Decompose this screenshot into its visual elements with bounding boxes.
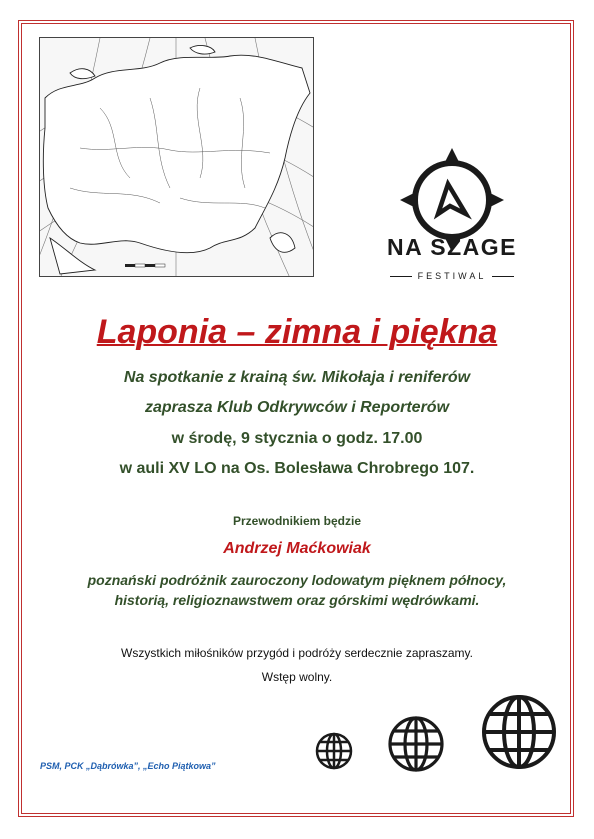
map-scale-bar [125,264,165,267]
guide-name: Andrzej Maćkowiak [223,540,371,557]
invitation-text: Wszystkich miłośników przygód i podróży serdecznie zapraszamy. [121,646,473,660]
event-title: Laponia – zimna i piękna [96,313,498,351]
guide-label: Przewodnikiem będzie [232,514,362,528]
eurasia-map [39,37,314,277]
admission-text: Wstęp wolny. [261,670,333,684]
globe-large-icon [479,692,559,772]
event-date: w środę, 9 stycznia o godz. 17.00 [171,430,423,447]
festival-name: NA SZAGE [387,234,517,260]
event-line-1: Na spotkanie z krainą św. Mikołaja i reniferów [123,369,471,386]
globe-small-icon [314,731,354,771]
guide-description-line-2: historią, religioznawstwem oraz górskimi wędrówkami. [114,592,480,608]
compass-logo-icon [372,120,532,290]
map-outline-image [40,38,313,276]
festival-subtitle: FESTIWAL [372,271,532,281]
event-line-2: zaprasza Klub Odkrywców i Reporterów [144,399,450,416]
organizers-footer: PSM, PCK „Dąbrówka”, „Echo Piątkowa” [40,761,216,771]
guide-description-line-1: poznański podróżnik zauroczony lodowatym pięknem północy, [87,572,507,588]
globe-medium-icon [386,714,446,774]
event-venue: w auli XV LO na Os. Bolesława Chrobrego 107. [119,460,475,477]
